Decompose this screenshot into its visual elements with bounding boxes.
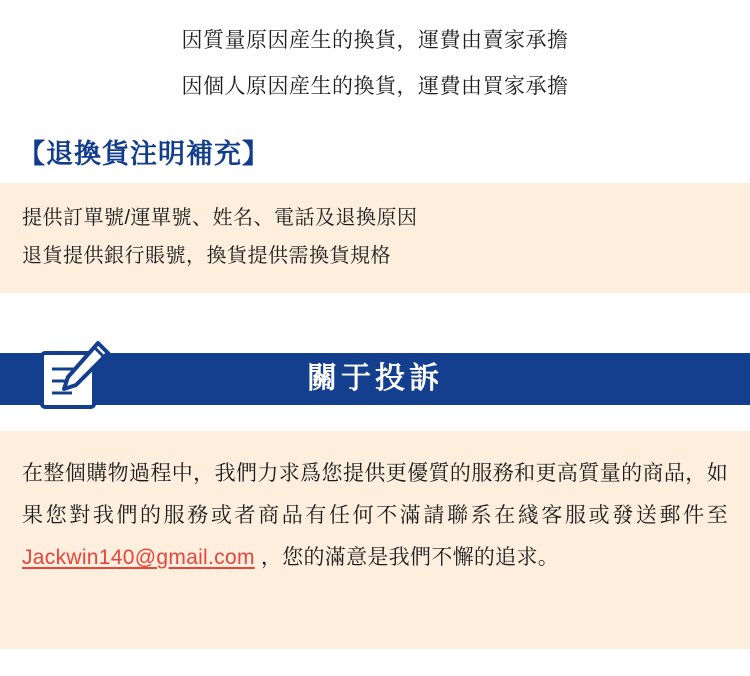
complaint-text-before-email: 在整個購物過程中，我們力求爲您提供更優質的服務和更高質量的商品，如果您對我們的服務或者商品有任何不滿請聯系在綫客服或發送郵件至	[22, 462, 728, 527]
return-note-line: 提供訂單號/運單號、姓名、電話及退換原因	[22, 207, 418, 229]
return-note-line: 退貨提供銀行賬號，換貨提供需換貨規格	[22, 245, 391, 267]
complaint-banner	[0, 339, 750, 413]
complaint-body-box	[0, 431, 750, 649]
banner-title: 關于投訴	[307, 362, 443, 395]
pencil-note-icon	[36, 339, 112, 413]
top-return-note-line: 因個人原因産生的換貨，運費由買家承擔	[181, 75, 569, 98]
support-email-link[interactable]: Jackwin140@gmail.com	[22, 546, 255, 569]
return-note-heading: 【退換貨注明補充】	[18, 139, 270, 169]
top-return-note-line: 因質量原因産生的換貨，運費由賣家承擔	[181, 29, 569, 52]
return-note-box	[0, 183, 750, 293]
top-return-notes	[0, 0, 750, 110]
complaint-paragraph	[22, 453, 728, 579]
complaint-text-after-email: ，您的滿意是我們不懈的追求。	[254, 546, 560, 569]
